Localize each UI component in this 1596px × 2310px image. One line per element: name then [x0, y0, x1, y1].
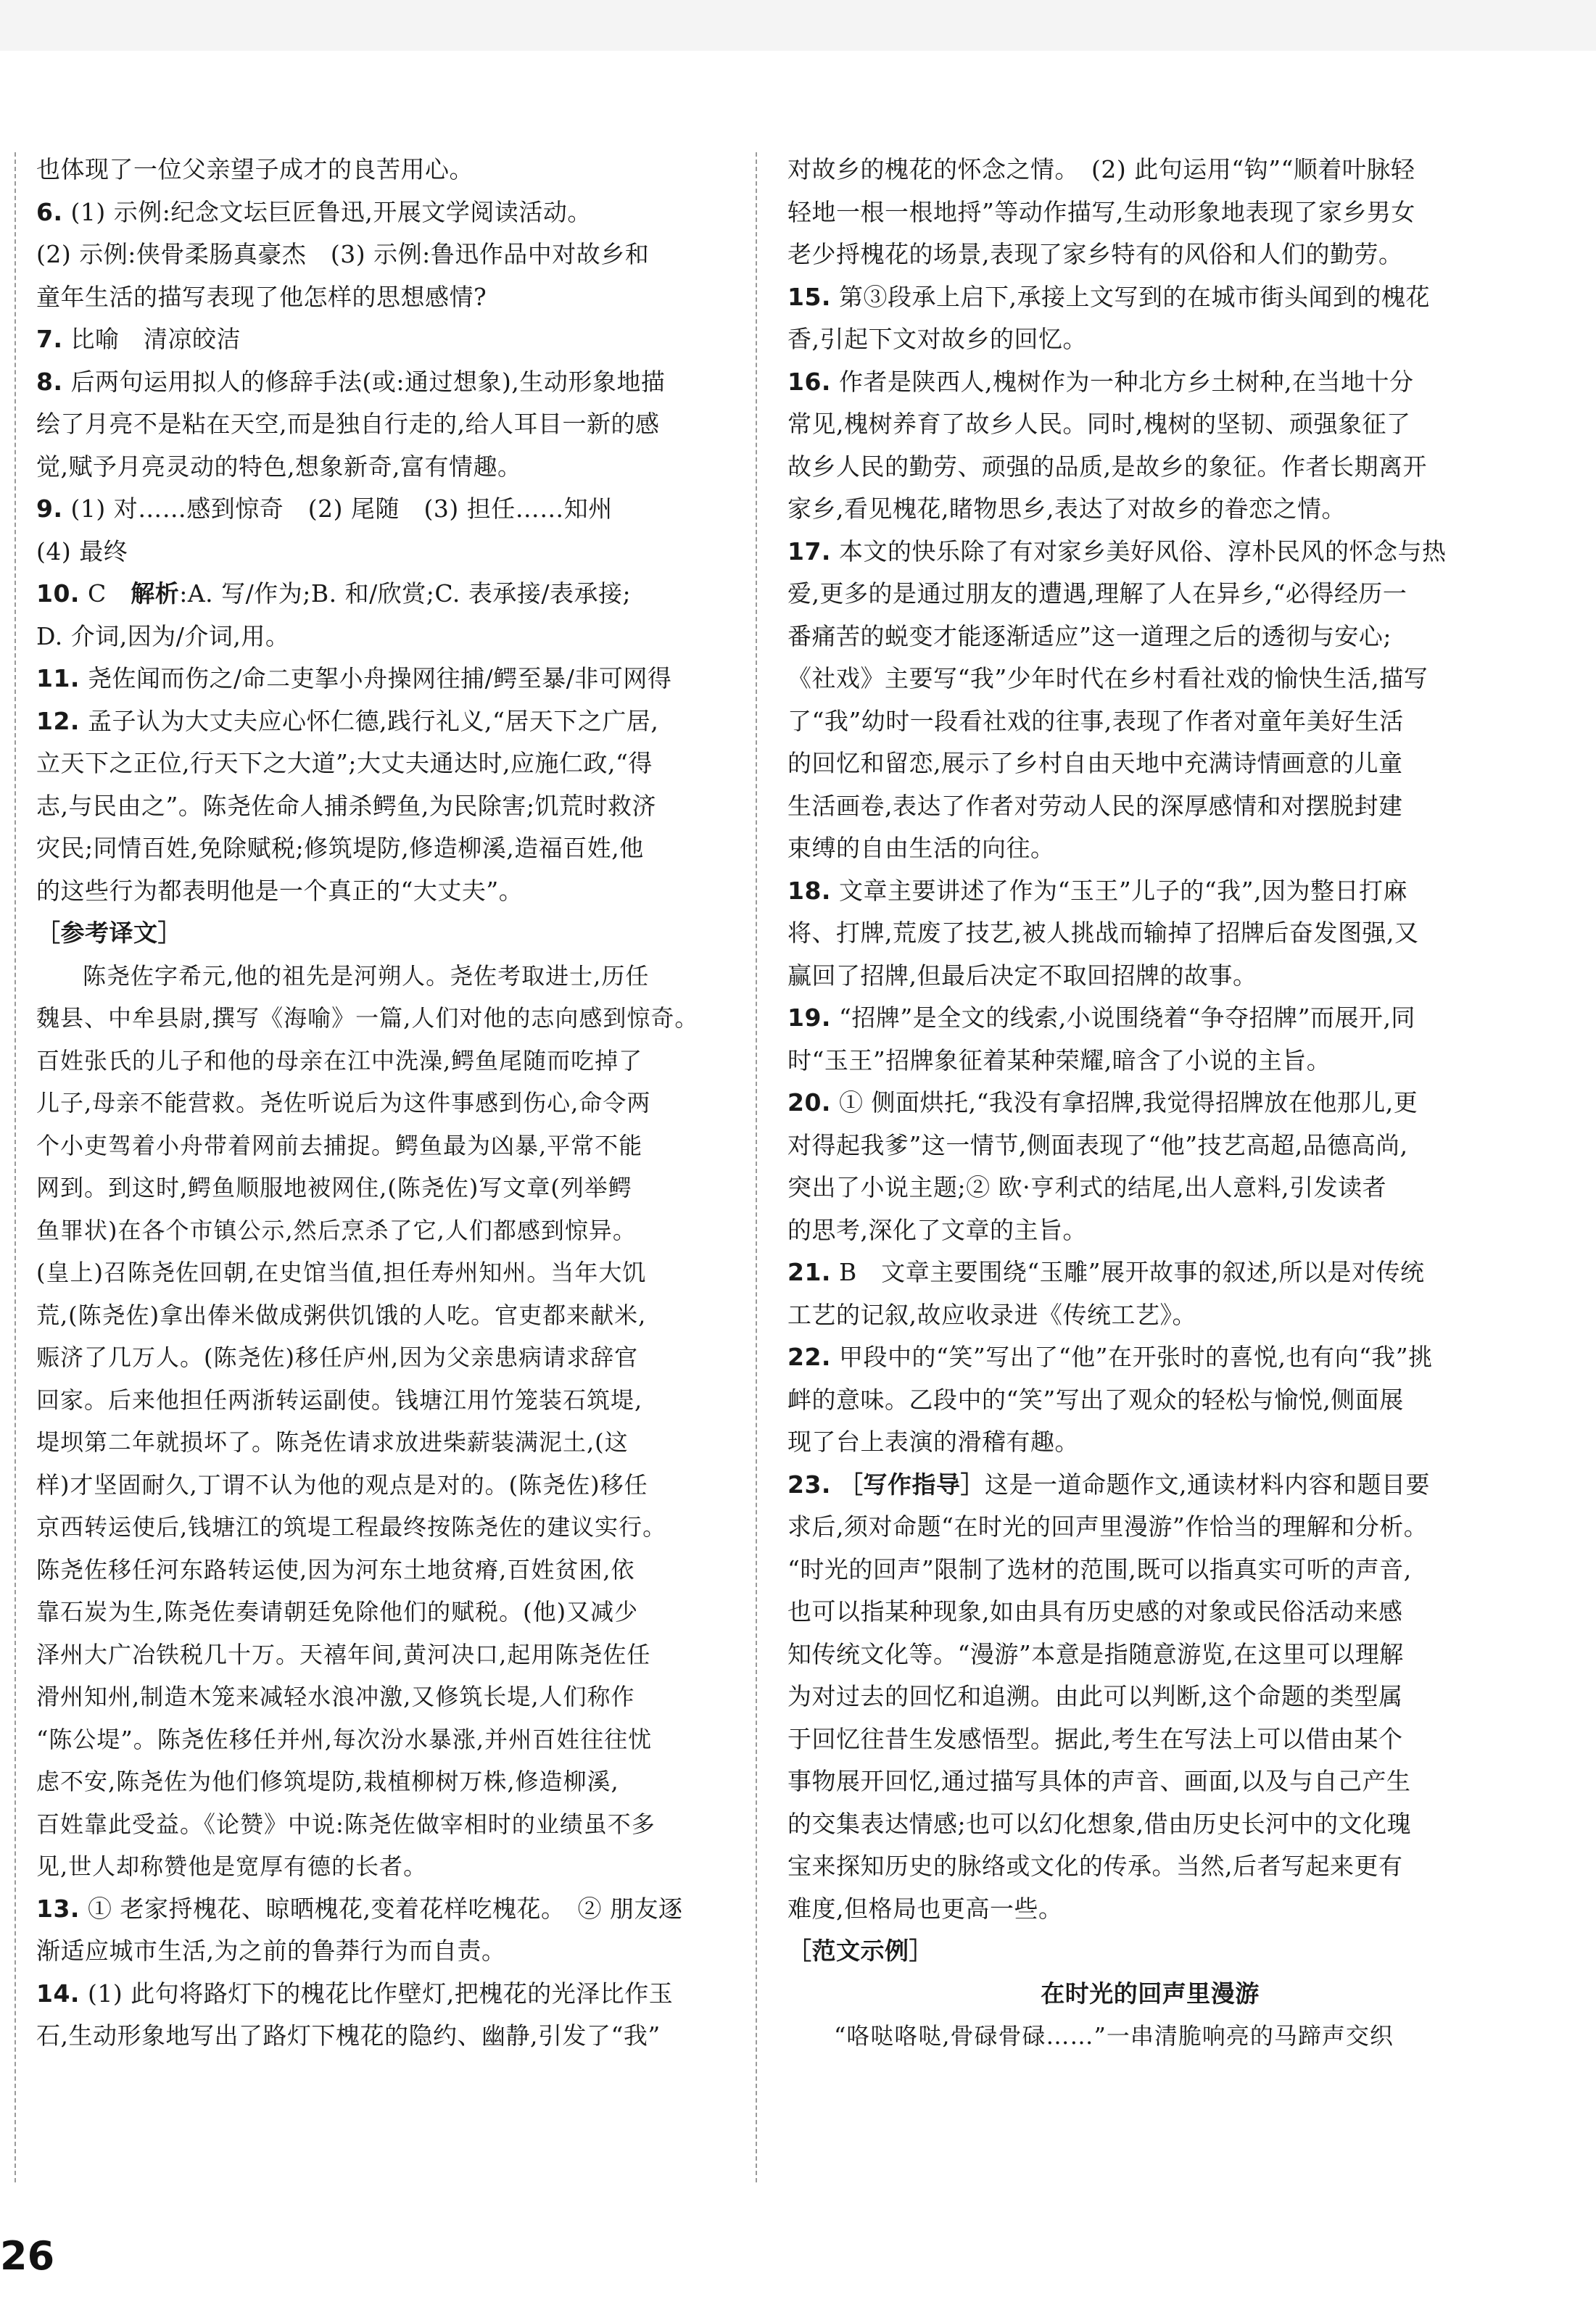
answer-item	[787, 1082, 1513, 1125]
answer-text: C	[87, 579, 131, 608]
answer-text: 束缚的自由生活的向往。	[787, 834, 1055, 862]
answer-text: 求后,须对命题“在时光的回声里漫游”作恰当的理解和分析。	[787, 1512, 1428, 1541]
answer-number: 20.	[787, 1088, 831, 1117]
writing-guide-tag: ［写作指导］	[838, 1470, 985, 1499]
answer-line	[787, 1718, 1513, 1761]
answer-text: 这是一道命题作文,通读材料内容和题目要	[984, 1470, 1430, 1499]
answer-line	[36, 827, 761, 870]
answer-line	[787, 1888, 1513, 1931]
answer-line	[787, 616, 1513, 658]
answer-item	[36, 573, 761, 616]
answer-number: 14.	[36, 1979, 80, 2008]
translation-paragraph-start: “咯哒咯哒,骨碌骨碌……”一串清脆响亮的马蹄声交织	[834, 2022, 1394, 2050]
answer-line	[787, 912, 1513, 955]
answer-item	[36, 191, 761, 234]
answer-number: 23.	[787, 1470, 831, 1499]
answer-text: 老少捋槐花的场景,表现了家乡特有的风俗和人们的勤劳。	[787, 240, 1403, 268]
answer-line	[787, 318, 1513, 361]
answer-text: (1) 此句将路灯下的槐花比作壁灯,把槐花的光泽比作玉	[87, 1979, 674, 2008]
answer-line	[787, 488, 1513, 531]
answer-number: 8.	[36, 367, 63, 396]
answer-text: ① 侧面烘托,“我没有拿招牌,我觉得招牌放在他那儿,更	[838, 1088, 1418, 1117]
answer-line	[787, 1803, 1513, 1846]
answer-line	[787, 658, 1513, 700]
answer-line	[787, 1506, 1513, 1549]
answer-line	[36, 616, 761, 658]
answer-line	[36, 742, 761, 785]
answer-text: (4) 最终	[36, 537, 128, 566]
answer-number: 13.	[36, 1894, 80, 1923]
answer-number: 22.	[787, 1343, 831, 1371]
translation-line: 百姓靠此受益。《论赞》中说:陈尧佐做宰相时的业绩虽不多	[36, 1810, 656, 1838]
answer-number: 7.	[36, 325, 63, 353]
translation-line: 回家。后来他担任两浙转运副使。钱塘江用竹笼装石筑堤,	[36, 1386, 643, 1414]
answer-text: 了“我”幼时一段看社戏的往事,表现了作者对童年美好生活	[787, 706, 1404, 735]
answer-text: 对故乡的槐花的怀念之情。 (2) 此句运用“钩”“顺着叶脉轻	[787, 155, 1415, 183]
answer-text: 的这些行为都表明他是一个真正的“大丈夫”。	[36, 876, 524, 905]
section-tag-label: ［范文示例］	[787, 1937, 933, 1965]
answer-text: D. 介词,因为/介词,用。	[36, 621, 290, 650]
answer-text: 现了台上表演的滑稽有趣。	[787, 1428, 1079, 1456]
answer-text: 《社戏》主要写“我”少年时代在乡村看社戏的愉快生活,描写	[787, 664, 1428, 692]
answer-line	[36, 1930, 761, 1973]
translation-line: 荒,(陈尧佐)拿出俸米做成粥供饥饿的人吃。官吏都来献米,	[36, 1301, 647, 1329]
answer-text: 工艺的记叙,故应收录进《传统工艺》。	[787, 1300, 1196, 1329]
answer-text: 爱,更多的是通过朋友的遭遇,理解了人在异乡,“必得经历一	[787, 579, 1407, 608]
section-tag	[36, 912, 761, 955]
answer-text: 对得起我爹”这一情节,侧面表现了“他”技艺高超,品德高尚,	[787, 1130, 1408, 1159]
answer-line	[787, 573, 1513, 616]
answer-item	[787, 1464, 1513, 1507]
answer-text: 甲段中的“笑”写出了“他”在开张时的喜悦,也有向“我”挑	[838, 1343, 1433, 1371]
answer-line	[787, 1634, 1513, 1676]
answer-text: 家乡,看见槐花,睹物思乡,表达了对故乡的眷恋之情。	[787, 494, 1346, 523]
answer-number: 18.	[787, 876, 831, 905]
translation-line: 堤坝第二年就损坏了。陈尧佐请求放进柴薪装满泥土,(这	[36, 1428, 629, 1456]
answer-line	[787, 742, 1513, 785]
answer-text: 童年生活的描写表现了他怎样的思想感情?	[36, 282, 487, 311]
answer-number: 9.	[36, 494, 63, 523]
answer-text: B 文章主要围绕“玉雕”展开故事的叙述,所以是对传统	[838, 1258, 1425, 1286]
analysis-label: 解析	[131, 579, 180, 608]
translation-line: 虑不安,陈尧佐为他们修筑堤防,栽植柳树万株,修造柳溪,	[36, 1768, 619, 1795]
answer-line	[787, 191, 1513, 234]
right-column	[787, 149, 1513, 2058]
answer-text: (1) 示例:纪念文坛巨匠鲁迅,开展文学阅读活动。	[70, 197, 592, 226]
answer-line	[787, 1379, 1513, 1422]
answer-text: 轻地一根一根地捋”等动作描写,生动形象地表现了家乡男女	[787, 197, 1415, 226]
answer-item	[787, 1251, 1513, 1294]
answer-line	[787, 1676, 1513, 1718]
answer-number: 10.	[36, 579, 80, 608]
answer-text: 宝来探知历史的脉络或文化的传承。当然,后者写起来更有	[787, 1852, 1403, 1880]
answer-line	[787, 700, 1513, 743]
analysis-text: :A. 写/作为;B. 和/欣赏;C. 表承接/表承接;	[179, 579, 632, 608]
answer-number: 17.	[787, 537, 831, 566]
left-margin-dashed-line	[15, 152, 16, 2182]
section-tag	[787, 1930, 1513, 1973]
answer-number: 6.	[36, 197, 63, 226]
answer-line	[787, 446, 1513, 489]
answer-number: 12.	[36, 706, 80, 735]
translation-line: 魏县、中牟县尉,撰写《海喻》一篇,人们对他的志向感到惊奇。	[36, 1004, 699, 1032]
answer-number: 11.	[36, 664, 80, 692]
answer-line	[36, 870, 761, 913]
answer-text: 番痛苦的蜕变才能逐渐适应”这一道理之后的透彻与安心;	[787, 621, 1392, 650]
answer-text: 文章主要讲述了作为“玉王”儿子的“我”,因为整日打麻	[838, 876, 1407, 905]
answer-line	[36, 276, 761, 319]
answer-line	[787, 1125, 1513, 1167]
answer-number: 15.	[787, 282, 831, 311]
answer-item	[787, 1336, 1513, 1379]
answer-text: 石,生动形象地写出了路灯下槐花的隐约、幽静,引发了“我”	[36, 2021, 661, 2050]
answer-item	[787, 361, 1513, 404]
answer-text: (1) 对……感到惊奇 (2) 尾随 (3) 担任……知州	[70, 494, 613, 523]
answer-text: 时“玉王”招牌象征着某种荣耀,暗含了小说的主旨。	[787, 1046, 1331, 1075]
answer-line	[787, 1040, 1513, 1082]
answer-text: 难度,但格局也更高一些。	[787, 1894, 1063, 1923]
answer-line	[36, 2015, 761, 2058]
answer-line	[787, 1845, 1513, 1888]
answer-line	[787, 149, 1513, 191]
answer-text: 香,引起下文对故乡的回忆。	[787, 325, 1087, 353]
answer-item	[787, 531, 1513, 574]
answer-text: 也可以指某种现象,如由具有历史感的对象或民俗活动来感	[787, 1597, 1403, 1626]
answer-text: 事物展开回忆,通过描写具体的声音、画面,以及与自己产生	[787, 1767, 1411, 1795]
answer-line	[787, 955, 1513, 998]
answer-line	[36, 233, 761, 276]
translation-line: 靠石炭为生,陈尧佐奏请朝廷免除他们的赋税。(他)又减少	[36, 1598, 639, 1626]
answer-line	[787, 1549, 1513, 1591]
page-number: 26	[0, 2233, 55, 2279]
answer-text: 衅的意味。乙段中的“笑”写出了观众的轻松与愉悦,侧面展	[787, 1385, 1404, 1414]
translation-line: 泽州大广冶铁税几十万。天禧年间,黄河决口,起用陈尧佐任	[36, 1640, 651, 1668]
answer-text: 觉,赋予月亮灵动的特色,想象新奇,富有情趣。	[36, 452, 522, 481]
answer-line	[36, 403, 761, 446]
answer-text: 比喻 清凉皎洁	[70, 325, 241, 353]
section-tag-label: ［参考译文］	[36, 919, 182, 947]
answer-text: 于回忆往昔生发感悟型。据此,考生在写法上可以借由某个	[787, 1724, 1403, 1753]
answer-text: 为对过去的回忆和追溯。由此可以判断,这个命题的类型属	[787, 1682, 1403, 1710]
answer-text: 渐适应城市生活,为之前的鲁莽行为而自责。	[36, 1937, 506, 1965]
answer-text: 常见,槐树养育了故乡人民。同时,槐树的坚韧、顽强象征了	[787, 410, 1411, 438]
answer-text: 的思考,深化了文章的主旨。	[787, 1215, 1087, 1244]
answer-text: 灾民;同情百姓,免除赋税;修筑堤防,修造柳溪,造福百姓,他	[36, 834, 644, 862]
answer-text: 孟子认为大丈夫应心怀仁德,践行礼义,“居天下之广居,	[87, 706, 659, 735]
answer-text: 将、打牌,荒废了技艺,被人挑战而输掉了招牌后奋发图强,又	[787, 919, 1419, 947]
answer-text: 志,与民由之”。陈尧佐命人捕杀鳄鱼,为民除害;饥荒时救济	[36, 791, 656, 820]
answer-text: 后两句运用拟人的修辞手法(或:通过想象),生动形象地描	[70, 367, 666, 396]
answer-text: 也体现了一位父亲望子成才的良苦用心。	[36, 155, 474, 183]
answer-number: 21.	[787, 1258, 831, 1286]
answer-text: 赢回了招牌,但最后决定不取回招牌的故事。	[787, 961, 1257, 990]
translation-line: 样)才坚固耐久,丁谓不认为他的观点是对的。(陈尧佐)移任	[36, 1470, 648, 1499]
translation-line: 儿子,母亲不能营救。尧佐听说后为这件事感到伤心,命令两	[36, 1089, 651, 1117]
translation-line: 赈济了几万人。(陈尧佐)移任庐州,因为父亲患病请求辞官	[36, 1344, 639, 1371]
answer-line	[36, 149, 761, 191]
answer-text: 的交集表达情感;也可以幻化想象,借由历史长河中的文化瑰	[787, 1809, 1412, 1838]
answer-item	[36, 361, 761, 404]
answer-text: (2) 示例:侠骨柔肠真豪杰 (3) 示例:鲁迅作品中对故乡和	[36, 240, 650, 268]
answer-text: “时光的回声”限制了选材的范围,既可以指真实可听的声音,	[787, 1555, 1412, 1584]
answer-item	[36, 488, 761, 531]
answer-line	[787, 1591, 1513, 1634]
answer-text: “招牌”是全文的线索,小说围绕着“争夺招牌”而展开,同	[838, 1003, 1415, 1032]
translation-line: 鱼罪状)在各个市镇公示,然后烹杀了它,人们都感到惊异。	[36, 1216, 637, 1244]
answer-text: 本文的快乐除了有对家乡美好风俗、淳朴民风的怀念与热	[838, 537, 1447, 566]
translation-paragraph-start: 陈尧佐字希元,他的祖先是河朔人。尧佐考取进士,历任	[83, 961, 650, 990]
answer-item	[787, 276, 1513, 319]
translation-line: 滑州知州,制造木笼来减轻水浪冲激,又修筑长堤,人们称作	[36, 1683, 635, 1710]
answer-line	[787, 1421, 1513, 1464]
answer-text: 作者是陕西人,槐树作为一种北方乡土树种,在当地十分	[838, 367, 1414, 396]
answer-item	[787, 997, 1513, 1040]
answer-text: ① 老家捋槐花、晾晒槐花,变着花样吃槐花。 ② 朋友逐	[87, 1894, 683, 1923]
answer-text: 知传统文化等。“漫游”本意是指随意游览,在这里可以理解	[787, 1639, 1404, 1668]
answer-line	[787, 827, 1513, 870]
top-band	[0, 0, 1596, 51]
answer-line	[787, 233, 1513, 276]
answer-text: 绘了月亮不是粘在天空,而是独自行走的,给人耳目一新的感	[36, 410, 660, 438]
answer-number: 16.	[787, 367, 831, 396]
answer-line	[36, 446, 761, 489]
answer-text: 突出了小说主题;② 欧·亨利式的结尾,出人意料,引发读者	[787, 1173, 1387, 1201]
answer-line	[787, 785, 1513, 828]
answer-text: 生活画卷,表达了作者对劳动人民的深厚感情和对摆脱封建	[787, 791, 1403, 820]
answer-line	[787, 403, 1513, 446]
translation-line: 京西转运使后,钱塘江的筑堤工程最终按陈尧佐的建议实行。	[36, 1513, 667, 1541]
answer-line	[36, 531, 761, 574]
translation-line: 网到。到这时,鳄鱼顺服地被网住,(陈尧佐)写文章(列举鳄	[36, 1174, 632, 1201]
answer-line	[787, 1294, 1513, 1337]
essay-title: 在时光的回声里漫游	[1041, 1979, 1260, 2008]
left-column	[36, 149, 761, 2058]
answer-text: 尧佐闻而伤之/命二吏挐小舟操网往捕/鳄至暴/非可网得	[87, 664, 672, 692]
answer-item	[36, 658, 761, 700]
answer-text: 故乡人民的勤劳、顽强的品质,是故乡的象征。作者长期离开	[787, 452, 1427, 481]
translation-line: 见,世人却称赞他是宽厚有德的长者。	[36, 1852, 428, 1880]
translation-line: 陈尧佐移任河东路转运使,因为河东土地贫瘠,百姓贫困,依	[36, 1555, 635, 1584]
answer-item	[36, 1973, 761, 2016]
translation-line: 个小吏驾着小舟带着网前去捕捉。鳄鱼最为凶暴,平常不能	[36, 1131, 643, 1159]
answer-text: 第③段承上启下,承接上文写到的在城市街头闻到的槐花	[838, 282, 1430, 311]
answer-line	[787, 1209, 1513, 1252]
translation-line: (皇上)召陈尧佐回朝,在史馆当值,担任寿州知州。当年大饥	[36, 1259, 647, 1286]
answer-item	[36, 700, 761, 743]
translation-line: “陈公堤”。陈尧佐移任并州,每次汾水暴涨,并州百姓往往忧	[36, 1725, 653, 1753]
answer-line	[36, 785, 761, 828]
answer-item	[36, 1888, 761, 1931]
answer-text: 的回忆和留恋,展示了乡村自由天地中充满诗情画意的儿童	[787, 749, 1403, 777]
answer-line	[787, 1760, 1513, 1803]
translation-line: 百姓张氏的儿子和他的母亲在江中洗澡,鳄鱼尾随而吃掉了	[36, 1046, 643, 1075]
answer-line	[787, 1167, 1513, 1209]
answer-text: 立天下之正位,行天下之大道”;大丈夫通达时,应施仁政,“得	[36, 749, 653, 777]
answer-item	[36, 318, 761, 361]
answer-item	[787, 870, 1513, 913]
answer-number: 19.	[787, 1003, 831, 1032]
